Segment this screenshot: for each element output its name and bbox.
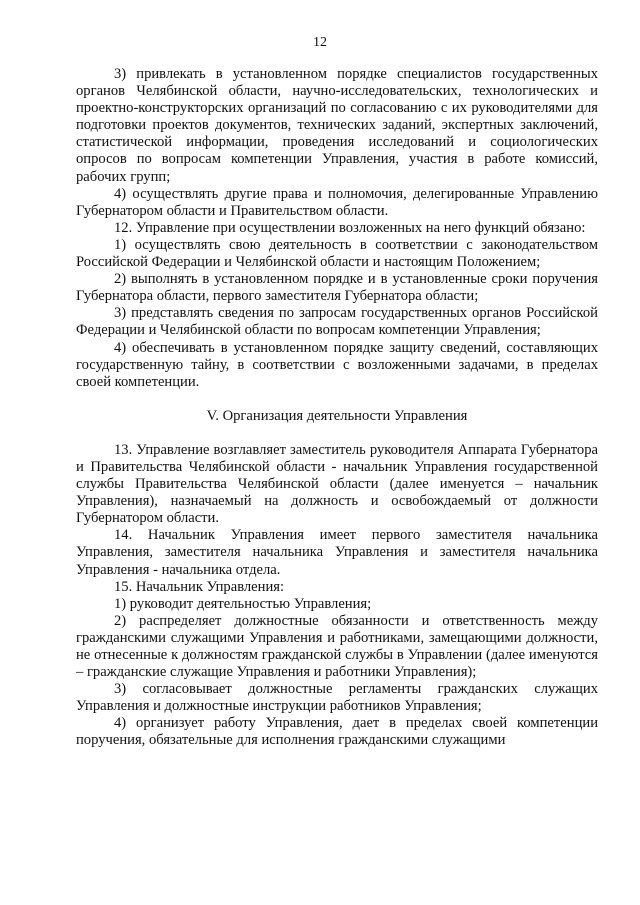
paragraph-duty-4: 4) обеспечивать в установленном порядке защиту сведений, составляющих государственную тайну, в соответствии с возложенными задачами, в пределах своей компетенции.	[76, 339, 598, 390]
paragraph-clause-13: 13. Управление возглавляет заместитель руководителя Аппарата Губернатора и Правительства Челябинской области - начальник Управления государственной службы Правительства Челябинской области (далее именуется – начальник Управления), назначаемый на должность и освобождаемый от должности Губернатором области.	[76, 441, 598, 527]
paragraph-head-duty-2: 2) распределяет должностные обязанности и ответственность между гражданскими служащими Управления и работниками, замещающими должности, не отнесенные к должностям гражданской службы в Управлении (далее именуются – гражданские служащие Управления и работники Управления);	[76, 612, 598, 681]
page-number: 12	[313, 35, 327, 50]
paragraph-head-duty-3: 3) согласовывает должностные регламенты гражданских служащих Управления и должностные инструкции работников Управления;	[76, 681, 598, 715]
paragraph-head-duty-4: 4) организует работу Управления, дает в пределах своей компетенции поручения, обязательные для исполнения гражданскими служащими	[76, 715, 598, 749]
paragraph-duty-1: 1) осуществлять свою деятельность в соответствии с законодательством Российской Федерации и Челябинской области и настоящим Положением;	[76, 236, 598, 271]
paragraph-head-duty-1: 1) руководит деятельностью Управления;	[114, 595, 372, 612]
paragraph-duty-2: 2) выполнять в установленном порядке и в установленные сроки поручения Губернатора области, первого заместителя Губернатора области;	[76, 271, 598, 305]
paragraph-item-3-rights: 3) привлекать в установленном порядке специалистов государственных органов Челябинской области, научно-исследовательских, технологических и проектно-конструкторских организаций по согласованию с их руководителями для подготовки проектов документов, технических заданий, экспертных заключений, статистической информации, проведения исследований и социологических опросов по вопросам компетенции Управления, участия в работе комиссий, рабочих групп;	[76, 66, 598, 185]
section-heading: V. Организация деятельности Управления	[206, 407, 468, 424]
paragraph-clause-14: 14. Начальник Управления имеет первого заместителя начальника Управления, заместителя начальника Управления и заместителя начальника Управления - начальника отдела.	[76, 527, 598, 578]
paragraph-clause-12: 12. Управление при осуществлении возложенных на него функций обязано:	[114, 219, 586, 236]
document-body	[76, 66, 598, 750]
paragraph-item-4-rights: 4) осуществлять другие права и полномочия, делегированные Управлению Губернатором области и Правительством области.	[76, 185, 598, 219]
paragraph-clause-15: 15. Начальник Управления:	[114, 578, 285, 595]
paragraph-duty-3: 3) представлять сведения по запросам государственных органов Российской Федерации и Челябинской области по вопросам компетенции Управления;	[76, 305, 598, 339]
